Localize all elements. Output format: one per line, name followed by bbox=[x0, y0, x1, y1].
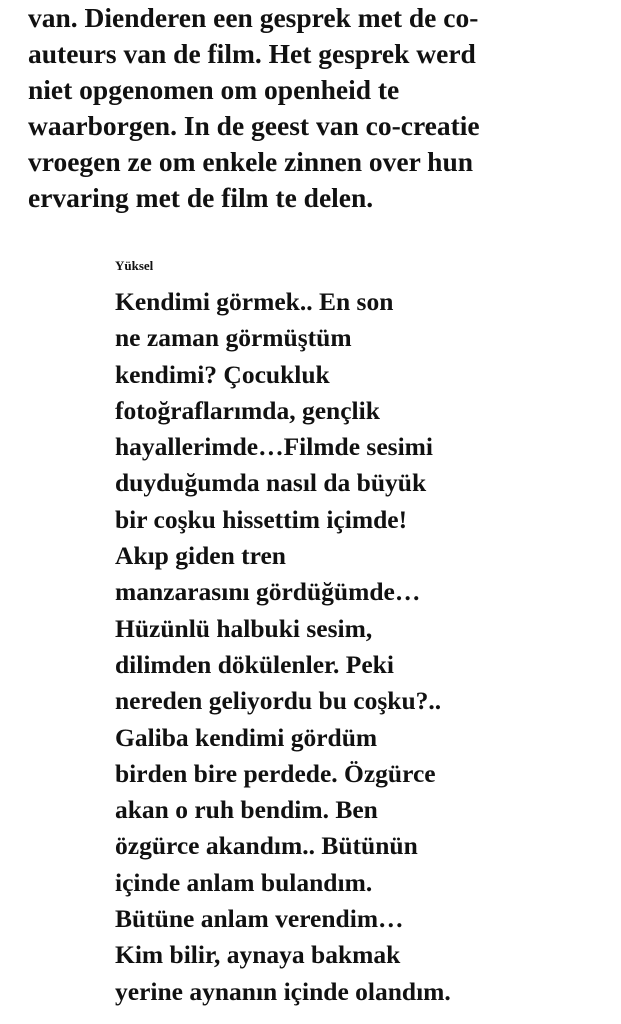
quote-line: birden bire perdede. Özgürce bbox=[115, 758, 436, 788]
quote-line: bir coşku hissettim içimde! bbox=[115, 504, 408, 534]
quote-text bbox=[115, 284, 595, 1010]
intro-line: vroegen ze om enkele zinnen over hun bbox=[28, 146, 474, 177]
quote-line: akan o ruh bendim. Ben bbox=[115, 795, 378, 825]
quote-line: manzarasını gördüğümde… bbox=[115, 577, 421, 607]
quote-line: Kendimi görmek.. En son bbox=[115, 287, 394, 316]
intro-line: auteurs van de film. Het gesprek werd bbox=[28, 38, 476, 69]
quote-block bbox=[115, 258, 595, 1010]
quote-line: Kim bilir, aynaya bakmak bbox=[115, 940, 401, 970]
intro-line: van. Dienderen een gesprek met de co- bbox=[28, 2, 479, 33]
quote-line: özgürce akandım.. Bütünün bbox=[115, 831, 418, 861]
quote-line: Akıp giden tren bbox=[115, 541, 286, 571]
quote-line: dilimden dökülenler. Peki bbox=[115, 649, 394, 679]
quote-line: Bütüne anlam verendim… bbox=[115, 904, 404, 934]
quote-line: duyduğumda nasıl da büyük bbox=[115, 468, 427, 498]
quote-line: hayallerimde…Filmde sesimi bbox=[115, 432, 434, 462]
quote-line: kendimi? Çocukluk bbox=[115, 359, 330, 389]
intro-paragraph bbox=[28, 0, 608, 216]
quote-line: Galiba kendimi gördüm bbox=[115, 722, 378, 752]
quote-author: Yüksel bbox=[115, 258, 154, 273]
quote-line: nereden geliyordu bu coşku?.. bbox=[115, 686, 442, 716]
intro-line: ervaring met de film te delen. bbox=[28, 182, 374, 213]
quote-line: ne zaman görmüştüm bbox=[115, 323, 352, 353]
intro-line: waarborgen. In de geest van co-creatie bbox=[28, 110, 480, 141]
quote-line: içinde anlam bulandım. bbox=[115, 867, 373, 897]
quote-line: Hüzünlü halbuki sesim, bbox=[115, 613, 373, 643]
intro-line: niet opgenomen om openheid te bbox=[28, 74, 400, 105]
quote-line: yerine aynanın içinde olandım. bbox=[115, 976, 451, 1006]
quote-line: fotoğraflarımda, gençlik bbox=[115, 395, 380, 425]
